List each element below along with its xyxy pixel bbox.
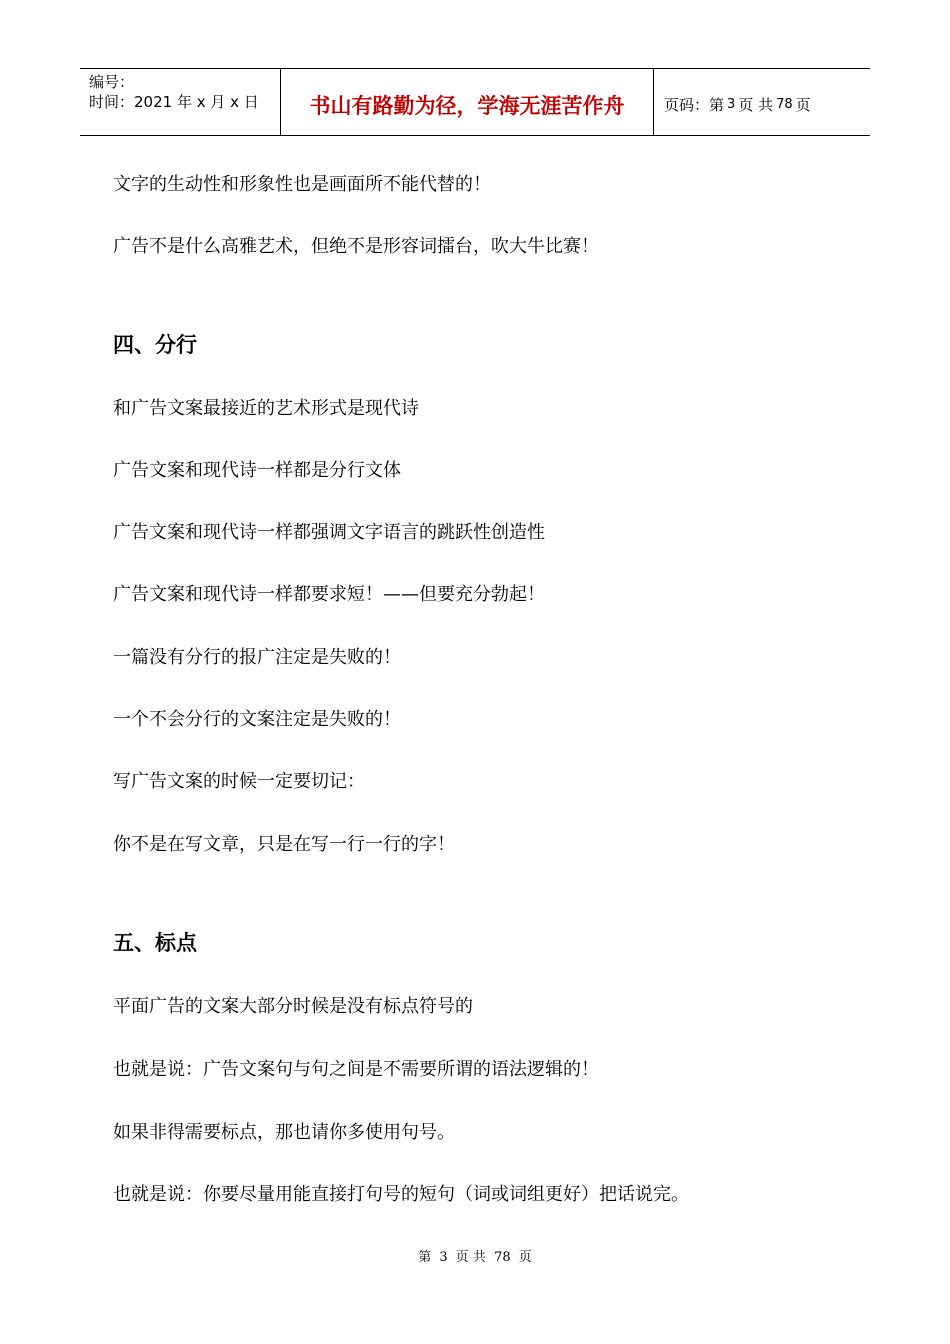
- paragraph: 也就是说：广告文案句与句之间是不需要所谓的语法逻辑的！: [113, 1059, 599, 1080]
- header-meta: [80, 69, 281, 135]
- page-header: [80, 68, 870, 136]
- page-middle: 页 共: [738, 95, 774, 114]
- footer-current: 3: [439, 1250, 448, 1265]
- paragraph: 如果非得需要标点，那也请你多使用句号。: [113, 1122, 455, 1143]
- paragraph: 文字的生动性和形象性也是画面所不能代替的！: [113, 174, 491, 195]
- number-label: 编号：: [89, 73, 135, 91]
- page-total: 78: [776, 96, 793, 112]
- paragraph: 广告文案和现代诗一样都是分行文体: [113, 460, 401, 481]
- paragraph: 也就是说：你要尽量用能直接打句号的短句（词或词组更好）把话说完。: [113, 1184, 689, 1205]
- date-label: 时间：2021 年 x 月 x 日: [89, 93, 259, 111]
- paragraph: 写广告文案的时候一定要切记：: [113, 771, 365, 792]
- header-motto: 书山有路勤为径，学海无涯苦作舟: [281, 69, 654, 135]
- page-footer: [0, 1246, 950, 1265]
- paragraph: 你不是在写文章，只是在写一行一行的字！: [113, 834, 455, 855]
- paragraph: 广告文案和现代诗一样都要求短！——但要充分勃起！: [113, 584, 545, 605]
- paragraph: 一篇没有分行的报广注定是失败的！: [113, 647, 401, 668]
- page-current: 3: [727, 96, 736, 112]
- paragraph: 广告文案和现代诗一样都强调文字语言的跳跃性创造性: [113, 522, 545, 543]
- section-heading: 五、标点: [113, 931, 197, 955]
- footer-middle: 页 共: [455, 1250, 486, 1265]
- footer-total: 78: [494, 1250, 511, 1265]
- page-prefix: 页码：第: [664, 95, 725, 114]
- page-suffix: 页: [795, 95, 811, 114]
- paragraph: 广告不是什么高雅艺术，但绝不是形容词擂台，吹大牛比赛！: [113, 236, 599, 257]
- paragraph: 和广告文案最接近的艺术形式是现代诗: [113, 398, 419, 419]
- footer-suffix: 页: [518, 1250, 532, 1265]
- paragraph: 一个不会分行的文案注定是失败的！: [113, 709, 401, 730]
- header-page-info: [654, 69, 870, 135]
- paragraph: 平面广告的文案大部分时候是没有标点符号的: [113, 996, 473, 1017]
- footer-prefix: 第: [418, 1250, 432, 1265]
- section-heading: 四、分行: [113, 333, 197, 357]
